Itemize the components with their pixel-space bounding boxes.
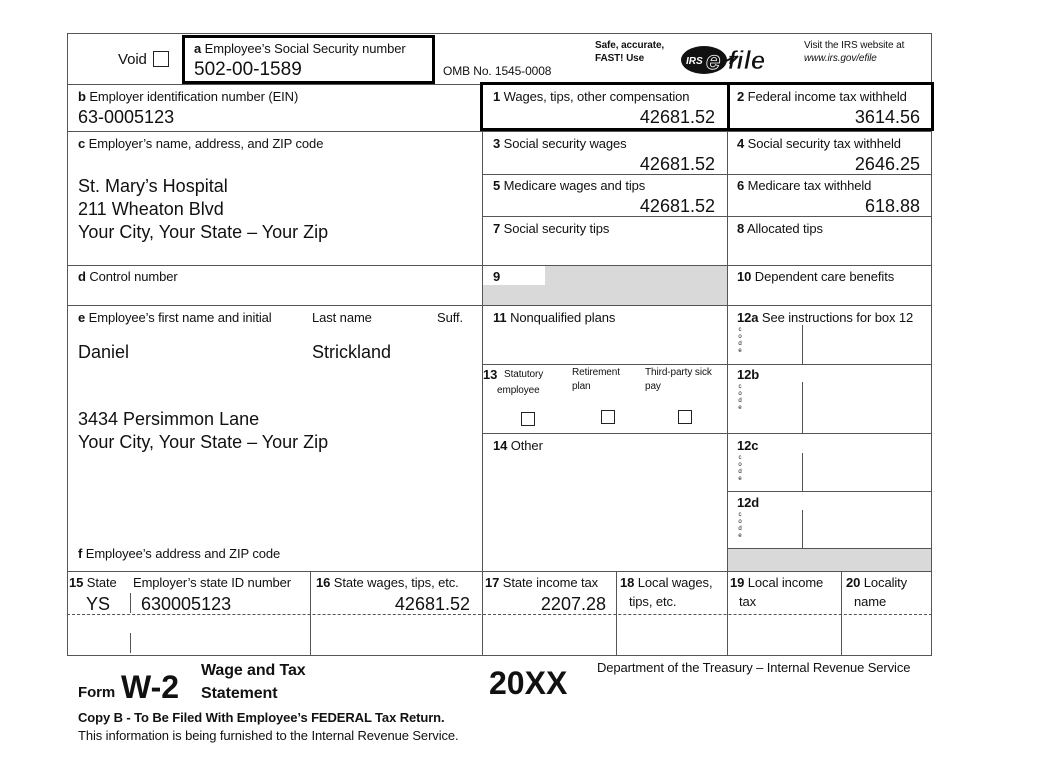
box12b-label: 12b (737, 367, 760, 382)
form-id: W-2 (121, 669, 180, 705)
employer-city: Your City, Your State – Your Zip (78, 222, 329, 242)
row-line (727, 265, 932, 266)
code-letter: d (738, 526, 742, 532)
box17-label: 17 State income tax (485, 575, 599, 590)
code-letter: o (738, 334, 742, 340)
ein-label: b Employer identification number (EIN) (78, 89, 299, 104)
code-divider (802, 325, 803, 364)
employee-last-name: Strickland (312, 342, 392, 362)
box6-label: 6 Medicare tax withheld (737, 178, 872, 193)
employee-address-label: f Employee’s address and ZIP code (78, 546, 281, 561)
code-letter: e (738, 476, 742, 482)
box19-label-2: tax (739, 594, 757, 609)
box18-label-1: 18 Local wages, (620, 575, 713, 590)
code-letter: d (738, 341, 742, 347)
ssn-value: 502-00-1589 (194, 59, 302, 80)
box15-label: 15 State (69, 575, 117, 590)
box14-label: 14 Other (493, 438, 543, 453)
box4-value: 2646.25 (854, 154, 920, 174)
box13-sick-label-1: Third-party sick (645, 367, 712, 378)
box12a-label: 12a See instructions for box 12 (737, 310, 914, 325)
box13-statutory-label-2: employee (497, 385, 540, 396)
box12-shade (728, 549, 931, 571)
box20-label-1: 20 Locality (846, 575, 908, 590)
box13-sick-label-2: pay (645, 381, 661, 392)
row-line (482, 433, 727, 434)
third-party-sick-pay-checkbox[interactable] (678, 410, 692, 424)
efile-tagline-2: FAST! Use (595, 53, 645, 64)
row-line (67, 305, 482, 306)
efile-visit-2[interactable]: www.irs.gov/efile (804, 53, 877, 64)
box8-label: 8 Allocated tips (737, 221, 823, 236)
omb-number: OMB No. 1545-0008 (443, 64, 552, 78)
code-letter: c (738, 512, 742, 518)
employee-city: Your City, Your State – Your Zip (78, 432, 329, 452)
row-line (482, 305, 727, 306)
box18-label-2: tips, etc. (629, 594, 677, 609)
row-line (67, 131, 482, 132)
code-letter: c (738, 384, 742, 390)
code-letter: o (738, 462, 742, 468)
ssn-label: a Employee’s Social Security number (194, 41, 406, 56)
row-line (727, 305, 932, 306)
row-line (727, 174, 932, 175)
code-letter: e (738, 533, 742, 539)
employee-street: 3434 Persimmon Lane (78, 409, 260, 429)
frame-top (67, 33, 932, 34)
col-line (310, 571, 311, 656)
employer-street: 211 Wheaton Blvd (78, 199, 224, 219)
box2-value: 3614.56 (854, 107, 920, 127)
box15-id-value: 630005123 (141, 594, 232, 614)
code-divider (802, 382, 803, 433)
frame-bottom (67, 655, 932, 656)
box9-label: 9 (493, 269, 501, 284)
col-line (130, 633, 131, 653)
tax-year: 20XX (489, 665, 568, 701)
row-line (727, 433, 932, 434)
code-letter: d (738, 469, 742, 475)
employer-name-label: c Employer’s name, address, and ZIP code (78, 136, 324, 151)
row-line (727, 364, 932, 365)
row-line (67, 571, 932, 572)
code-letter: c (738, 455, 742, 461)
box16-label: 16 State wages, tips, etc. (316, 575, 459, 590)
void-checkbox[interactable] (153, 51, 169, 67)
code-letter: d (738, 398, 742, 404)
row-line (727, 131, 932, 132)
box5-label: 5 Medicare wages and tips (493, 178, 646, 193)
row-line (727, 491, 932, 492)
employer-name: St. Mary’s Hospital (78, 176, 228, 196)
efile-tagline-1: Safe, accurate, (595, 40, 665, 51)
code-divider (802, 453, 803, 491)
void-label: Void (118, 51, 147, 68)
box15-state-value: YS (86, 594, 111, 614)
box1-label: 1 Wages, tips, other compensation (493, 89, 690, 104)
row-line (67, 265, 482, 266)
code-letter: c (738, 327, 742, 333)
box6-value: 618.88 (864, 196, 920, 216)
box15-id-label: Employer’s state ID number (133, 575, 292, 590)
col-line (841, 571, 842, 656)
box13-retirement-label-2: plan (572, 381, 591, 392)
statutory-employee-checkbox[interactable] (521, 412, 535, 426)
row-line (727, 216, 932, 217)
form-title-1: Wage and Tax (201, 662, 306, 679)
box12c-label: 12c (737, 438, 759, 453)
row-line (482, 174, 727, 175)
box11-label: 11 Nonqualified plans (493, 310, 616, 325)
box13-statutory-label-1: Statutory (504, 369, 544, 380)
box4-label: 4 Social security tax withheld (737, 136, 901, 151)
box17-value: 2207.28 (540, 594, 606, 614)
code-letter: o (738, 519, 742, 525)
employee-last-label: Last name (312, 310, 372, 325)
form-title-2: Statement (201, 685, 278, 702)
box3-label: 3 Social security wages (493, 136, 627, 151)
copy-b-label: Copy B - To Be Filed With Employee’s FEDERAL Tax Return. (78, 710, 445, 725)
box9-shade (483, 285, 727, 305)
box16-value: 42681.52 (394, 594, 470, 614)
efile-logo-text: e file (706, 45, 766, 75)
code-letter: e (738, 405, 742, 411)
box13-retirement-label-1: Retirement (572, 367, 620, 378)
efile-irs-text: IRS (686, 56, 703, 67)
efile-logo (680, 44, 795, 76)
col-line (616, 571, 617, 656)
box5-value: 42681.52 (639, 196, 715, 216)
form-word: Form (78, 684, 116, 701)
row-line (482, 364, 727, 365)
col-line (130, 593, 131, 613)
code-letter: e (738, 348, 742, 354)
frame-left (67, 33, 68, 656)
row-line (482, 131, 727, 132)
code-letter: o (738, 391, 742, 397)
employee-first-label: e Employee’s first name and initial (78, 310, 272, 325)
box12d-label: 12d (737, 495, 760, 510)
code-divider (802, 510, 803, 548)
box1-value: 42681.52 (639, 107, 715, 127)
box3-value: 42681.52 (639, 154, 715, 174)
employee-suffix-label: Suff. (437, 310, 464, 325)
row-line (482, 216, 727, 217)
retirement-plan-checkbox[interactable] (601, 410, 615, 424)
control-number-label: d Control number (78, 269, 178, 284)
box10-label: 10 Dependent care benefits (737, 269, 895, 284)
box20-label-2: name (854, 594, 887, 609)
box13-number: 13 (483, 367, 498, 382)
box19-label-1: 19 Local income (730, 575, 824, 590)
box9-shade (545, 266, 727, 285)
efile-visit-1: Visit the IRS website at (804, 40, 905, 51)
irs-notice: This information is being furnished to the Internal Revenue Service. (78, 728, 459, 743)
efile-logo-graphic (680, 44, 795, 76)
ein-value: 63-0005123 (78, 107, 175, 127)
state-row-divider (67, 614, 932, 615)
employee-first-name: Daniel (78, 342, 130, 362)
department-label: Department of the Treasury – Internal Revenue Service (597, 660, 911, 675)
box7-label: 7 Social security tips (493, 221, 610, 236)
box2-label: 2 Federal income tax withheld (737, 89, 907, 104)
